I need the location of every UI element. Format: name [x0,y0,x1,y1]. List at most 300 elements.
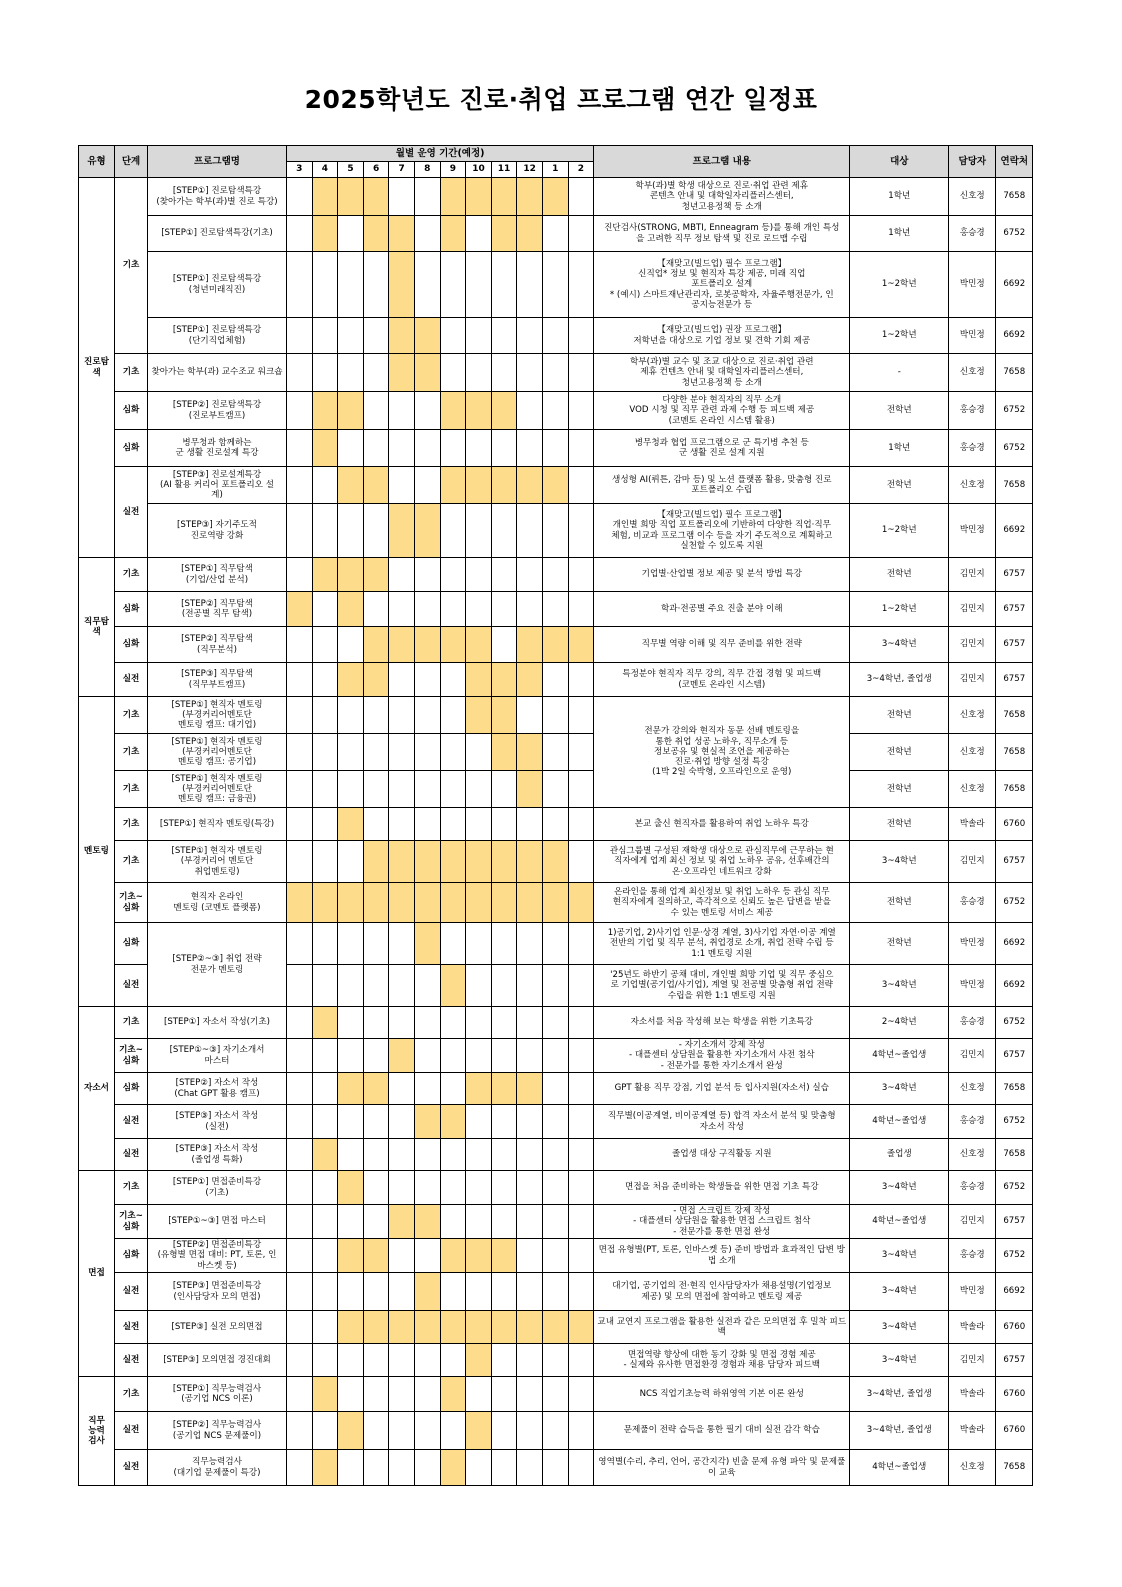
header-period: 월별 운영 기간(예정) [287,146,594,162]
month-cell [363,392,389,430]
month-cell [542,1412,568,1450]
month-cell-active [440,467,466,504]
month-cell [491,354,517,392]
month-cell [466,1450,492,1486]
month-cell-active [517,771,543,808]
month-cell-active [312,1139,338,1171]
month-cell [389,592,415,627]
month-cell [517,392,543,430]
stage-cell: 기초~ 심화 [115,1039,148,1073]
stage-cell: 실전 [115,1344,148,1377]
month-cell [466,318,492,354]
month-cell [440,697,466,734]
stage-cell: 기초 [115,1007,148,1039]
month-cell [542,1205,568,1239]
header-owner: 담당자 [949,146,996,178]
month-cell [517,808,543,841]
stage-cell: 실전 [115,1139,148,1171]
program-name: 현직자 온라인 멘토링 (코멘토 플랫폼) [148,883,287,923]
table-row [79,1205,1033,1239]
phone-cell: 7658 [996,178,1033,216]
program-content: NCS 직업기초능력 하위영역 기본 이론 완성 [594,1377,850,1412]
target-cell: 전학년 [850,558,949,592]
program-name: [STEP②] 직무능력검사 (공기업 NCS 문제풀이) [148,1412,287,1450]
program-content: 생성형 AI(뤼튼, 감마 등) 및 노션 플랫폼 활용, 맞춤형 진로 포트폴리오 수립 [594,467,850,504]
target-cell: 전학년 [850,771,949,808]
month-cell [338,1344,364,1377]
stage-cell: 기초 [115,771,148,808]
stage-cell: 심화 [115,923,148,965]
month-cell [517,1205,543,1239]
month-cell-active [414,1105,440,1139]
owner-cell: 김민지 [949,663,996,697]
month-cell [338,841,364,883]
program-name: [STEP③] 면접준비특강 (인사담당자 모의 면접) [148,1273,287,1311]
month-cell [491,1450,517,1486]
month-cell [440,1273,466,1311]
month-cell [287,1273,313,1311]
program-name: [STEP①] 직무능력검사 (공기업 NCS 이론) [148,1377,287,1412]
month-cell [312,808,338,841]
program-content: - 면접 스크립트 강제 작성 - 대플센터 상담원을 활용한 면접 스크립트 첨삭 - 전문가를 통한 면접 완성 [594,1205,850,1239]
month-cell [414,663,440,697]
program-content: 학과·전공별 주요 진출 분야 이해 [594,592,850,627]
month-cell-active [414,1273,440,1311]
month-cell-active [363,841,389,883]
phone-cell: 6757 [996,1344,1033,1377]
target-cell: 3~4학년 [850,841,949,883]
stage-cell: 심화 [115,392,148,430]
target-cell: 4학년~졸업생 [850,1450,949,1486]
month-cell [287,318,313,354]
month-cell [338,697,364,734]
table-row [79,1073,1033,1105]
month-cell [287,558,313,592]
month-cell-active [338,808,364,841]
month-cell-active [389,1311,415,1344]
month-cell [389,392,415,430]
stage-cell: 기초 [115,841,148,883]
stage-cell: 기초~ 심화 [115,883,148,923]
table-row [79,318,1033,354]
month-cell [568,1007,594,1039]
month-cell-active [491,883,517,923]
month-cell [568,1039,594,1073]
month-cell [491,1205,517,1239]
month-cell-active [440,1450,466,1486]
stage-cell: 기초 [115,697,148,734]
month-cell [491,808,517,841]
month-cell [466,504,492,558]
program-content: 1)공기업, 2)사기업 인문·상경 계열, 3)사기업 자연·이공 계열 전반의 기업 및 직무 분석, 취업경로 소개, 취업 전략 수립 등 1:1 멘토링 지원 [594,923,850,965]
month-cell-active [491,392,517,430]
table-row [79,592,1033,627]
stage-cell: 심화 [115,1073,148,1105]
program-name: [STEP②] 직무탐색 (전공별 직무 탐색) [148,592,287,627]
month-cell-active [466,841,492,883]
table-row [79,354,1033,392]
month-cell [312,1105,338,1139]
month-cell [338,965,364,1007]
month-cell [312,627,338,663]
month-cell [466,216,492,252]
month-cell-active [491,663,517,697]
month-cell [287,216,313,252]
month-cell [312,663,338,697]
owner-cell: 신호정 [949,1139,996,1171]
month-cell [414,1412,440,1450]
target-cell: 1학년 [850,216,949,252]
month-cell [363,965,389,1007]
month-cell-active [542,178,568,216]
month-cell [389,1239,415,1273]
month-cell [389,1377,415,1412]
month-cell [440,354,466,392]
program-content: 교내 교연지 프로그램을 활용한 실전과 같은 모의면접 후 밀착 피드백 [594,1311,850,1344]
table-row [79,771,1033,808]
month-cell [389,808,415,841]
month-cell [363,808,389,841]
month-cell [312,1205,338,1239]
month-cell [287,354,313,392]
table-row [79,1239,1033,1273]
phone-cell: 6757 [996,663,1033,697]
month-cell-active [542,1311,568,1344]
month-cell [440,1007,466,1039]
header-program: 프로그램명 [148,146,287,178]
month-cell [312,318,338,354]
month-cell-active [389,1205,415,1239]
month-cell [414,252,440,318]
type-cell: 직무탐색 [79,558,115,697]
table-row [79,467,1033,504]
month-cell [568,592,594,627]
month-cell [287,808,313,841]
month-cell [517,923,543,965]
month-cell [287,504,313,558]
month-cell [338,354,364,392]
type-cell: 자소서 [79,1007,115,1171]
month-cell [287,1007,313,1039]
stage-cell: 심화 [115,430,148,467]
month-cell [517,504,543,558]
month-cell [287,467,313,504]
phone-cell: 6692 [996,318,1033,354]
program-content: 대기업, 공기업의 전·현직 인사담당자가 채용설명(기업정보 제공) 및 모의 면접에 참여하고 멘토링 제공 [594,1273,850,1311]
month-cell-active [287,592,313,627]
month-cell [491,1039,517,1073]
owner-cell: 김민지 [949,627,996,663]
month-cell [312,1311,338,1344]
month-cell-active [440,178,466,216]
program-content: 자소서를 처음 작성해 보는 학생을 위한 기초특강 [594,1007,850,1039]
month-cell [414,392,440,430]
month-cell [363,1450,389,1486]
program-content: 관심그룹별 구성된 재학생 대상으로 관심직무에 근무하는 현 직자에게 업계 최신 정보 및 취업 노하우 공유, 선후배간의 온·오프라인 네트워크 강화 [594,841,850,883]
month-cell [542,965,568,1007]
type-cell: 직무 능력 검사 [79,1377,115,1486]
month-cell [568,1344,594,1377]
stage-cell: 실전 [115,1450,148,1486]
month-cell [568,1205,594,1239]
stage-cell: 기초 [115,1377,148,1412]
phone-cell: 6752 [996,1171,1033,1205]
month-cell [491,1273,517,1311]
month-cell [491,430,517,467]
month-cell [517,1007,543,1039]
month-cell [414,1171,440,1205]
month-cell-active [517,883,543,923]
target-cell: 전학년 [850,883,949,923]
month-cell [440,808,466,841]
month-cell-active [491,841,517,883]
month-cell-active [517,216,543,252]
month-cell [491,1412,517,1450]
month-cell-active [517,663,543,697]
table-row [79,841,1033,883]
month-cell-active [338,392,364,430]
month-cell [517,965,543,1007]
month-cell [542,430,568,467]
month-cell-active [466,663,492,697]
month-cell [312,504,338,558]
month-cell [491,1139,517,1171]
month-cell [542,923,568,965]
month-cell [338,1039,364,1073]
owner-cell: 신호정 [949,1073,996,1105]
month-cell [414,178,440,216]
owner-cell: 홍승경 [949,1171,996,1205]
month-cell [542,216,568,252]
month-cell-active [466,697,492,734]
month-cell [287,1139,313,1171]
month-cell-active [389,354,415,392]
phone-cell: 6757 [996,1205,1033,1239]
phone-cell: 6692 [996,504,1033,558]
month-cell [568,734,594,771]
program-name: [STEP③] 모의면접 경진대회 [148,1344,287,1377]
month-cell [491,965,517,1007]
owner-cell: 박솔라 [949,1412,996,1450]
month-cell [389,1105,415,1139]
month-cell [389,1273,415,1311]
owner-cell: 신호정 [949,697,996,734]
month-cell [466,430,492,467]
month-cell [517,1171,543,1205]
month-cell [466,1273,492,1311]
month-cell [389,663,415,697]
program-content: 직무별(이공계열, 비이공계열 등) 합격 자소서 분석 및 맞춤형 자소서 작성 [594,1105,850,1139]
month-cell [542,808,568,841]
month-cell [466,1105,492,1139]
program-content: 전문가 강의와 현직자 동문 선배 멘토링을 통한 취업 성공 노하우, 직무소개 등 정보공유 및 현실적 조언을 제공하는 진로·취업 방향 설정 특강 (1박 2일 숙박형, 오프라인으로 운영) [594,697,850,808]
program-content: 특정분야 현직자 직무 강의, 직무 간접 경험 및 피드백 (코멘토 온라인 시스템) [594,663,850,697]
program-name: [STEP③] 실전 모의면접 [148,1311,287,1344]
month-cell [389,1073,415,1105]
month-cell [338,771,364,808]
target-cell: 3~4학년 [850,1073,949,1105]
target-cell: 3~4학년, 졸업생 [850,663,949,697]
program-content: 직무별 역량 이해 및 직무 준비를 위한 전략 [594,627,850,663]
month-cell [440,1039,466,1073]
month-cell-active [542,467,568,504]
program-name: [STEP①] 진로탐색특강(기초) [148,216,287,252]
month-cell [389,923,415,965]
month-cell-active [440,1377,466,1412]
month-cell [440,1073,466,1105]
table-row [79,1344,1033,1377]
month-cell-active [312,1450,338,1486]
phone-cell: 6692 [996,965,1033,1007]
month-cell [287,1377,313,1412]
month-cell [466,1205,492,1239]
month-cell [338,1377,364,1412]
month-cell-active [363,216,389,252]
month-cell-active [440,216,466,252]
header-month: 12 [517,162,543,178]
month-cell-active [338,592,364,627]
month-cell [389,965,415,1007]
stage-cell: 실전 [115,467,148,558]
month-cell [389,1450,415,1486]
month-cell [363,1273,389,1311]
month-cell [414,216,440,252]
month-cell-active [440,392,466,430]
program-content: 영역별(수리, 추리, 언어, 공간지각) 빈출 문제 유형 파악 및 문제풀이 교육 [594,1450,850,1486]
month-cell [517,1105,543,1139]
table-row [79,430,1033,467]
target-cell: 3~4학년, 졸업생 [850,1412,949,1450]
month-cell [542,392,568,430]
phone-cell: 6752 [996,392,1033,430]
table-row [79,663,1033,697]
month-cell-active [312,558,338,592]
month-cell [363,354,389,392]
month-cell-active [363,1311,389,1344]
table-row [79,1039,1033,1073]
month-cell [491,558,517,592]
program-content: 학부(과)별 교수 및 조교 대상으로 진로·취업 관련 제휴 컨텐츠 안내 및 대학일자리플러스센터, 청년고용정책 등 소개 [594,354,850,392]
program-name: [STEP②] 자소서 작성 (Chat GPT 활용 캠프) [148,1073,287,1105]
month-cell-active [466,1412,492,1450]
owner-cell: 홍승경 [949,216,996,252]
program-name: [STEP①] 진로탐색특강 (단기직업체험) [148,318,287,354]
month-cell [491,771,517,808]
month-cell [389,1007,415,1039]
month-cell [312,1412,338,1450]
table-row [79,1105,1033,1139]
phone-cell: 6757 [996,841,1033,883]
month-cell [440,663,466,697]
header-target: 대상 [850,146,949,178]
program-content: 온라인을 통해 업계 최신정보 및 취업 노하우 등 관심 직무 현직자에게 질의하고, 즉각적으로 신뢰도 높은 답변을 받을 수 있는 멘토링 서비스 제공 [594,883,850,923]
month-cell [466,771,492,808]
month-cell [287,1205,313,1239]
owner-cell: 김민지 [949,592,996,627]
month-cell [414,1007,440,1039]
month-cell [414,1039,440,1073]
month-cell-active [542,841,568,883]
month-cell-active [568,627,594,663]
month-cell [389,178,415,216]
header-month: 8 [414,162,440,178]
target-cell: 1~2학년 [850,592,949,627]
month-cell [287,663,313,697]
month-cell [542,663,568,697]
phone-cell: 6692 [996,252,1033,318]
month-cell [568,252,594,318]
month-cell-active [440,1239,466,1273]
month-cell [491,1105,517,1139]
month-cell [491,1007,517,1039]
target-cell: 1~2학년 [850,252,949,318]
month-cell [440,1139,466,1171]
schedule-table [78,145,1033,1486]
month-cell [568,392,594,430]
month-cell-active [466,1073,492,1105]
month-cell [568,1239,594,1273]
header-month: 4 [312,162,338,178]
target-cell: 1~2학년 [850,318,949,354]
month-cell [363,771,389,808]
owner-cell: 홍승경 [949,430,996,467]
month-cell [466,1139,492,1171]
month-cell [389,467,415,504]
month-cell [414,808,440,841]
owner-cell: 김민지 [949,558,996,592]
owner-cell: 홍승경 [949,1239,996,1273]
month-cell [466,734,492,771]
table-row [79,1007,1033,1039]
program-content: GPT 활용 직무 강점, 기업 분석 등 입사지원(자소서) 실습 [594,1073,850,1105]
month-cell [287,841,313,883]
month-cell [414,734,440,771]
month-cell-active [363,467,389,504]
month-cell [338,1007,364,1039]
program-name: [STEP①] 진로탐색특강 (찾아가는 학부(과)별 진로 특강) [148,178,287,216]
month-cell-active [466,627,492,663]
month-cell-active [338,558,364,592]
month-cell [542,1073,568,1105]
month-cell [312,923,338,965]
month-cell-active [414,1311,440,1344]
month-cell-active [389,841,415,883]
table-row [79,697,1033,734]
program-name: [STEP①] 현직자 멘토링 (부경커리어멘토단 멘토링 캠프: 대기업) [148,697,287,734]
month-cell-active [389,504,415,558]
month-cell [568,1450,594,1486]
month-cell [363,1139,389,1171]
month-cell [338,430,364,467]
month-cell-active [568,1311,594,1344]
program-content: 학부(과)별 학생 대상으로 진로·취업 관련 제휴 콘텐츠 안내 및 대학일자리플러스센터, 청년고용정책 등 소개 [594,178,850,216]
program-name: 찾아가는 학부(과) 교수조교 워크숍 [148,354,287,392]
owner-cell: 박민정 [949,318,996,354]
month-cell [440,1205,466,1239]
month-cell [542,1007,568,1039]
month-cell [568,965,594,1007]
target-cell: 3~4학년 [850,1273,949,1311]
month-cell-active [491,216,517,252]
header-type: 유형 [79,146,115,178]
type-cell: 멘토링 [79,697,115,1007]
month-cell [389,558,415,592]
month-cell [491,1171,517,1205]
phone-cell: 6757 [996,1039,1033,1073]
phone-cell: 6757 [996,627,1033,663]
program-content: 면접역량 향상에 대한 동기 강화 및 면접 경험 제공 - 실제와 유사한 면접환경 경험과 채용 담당자 피드백 [594,1344,850,1377]
month-cell [491,627,517,663]
